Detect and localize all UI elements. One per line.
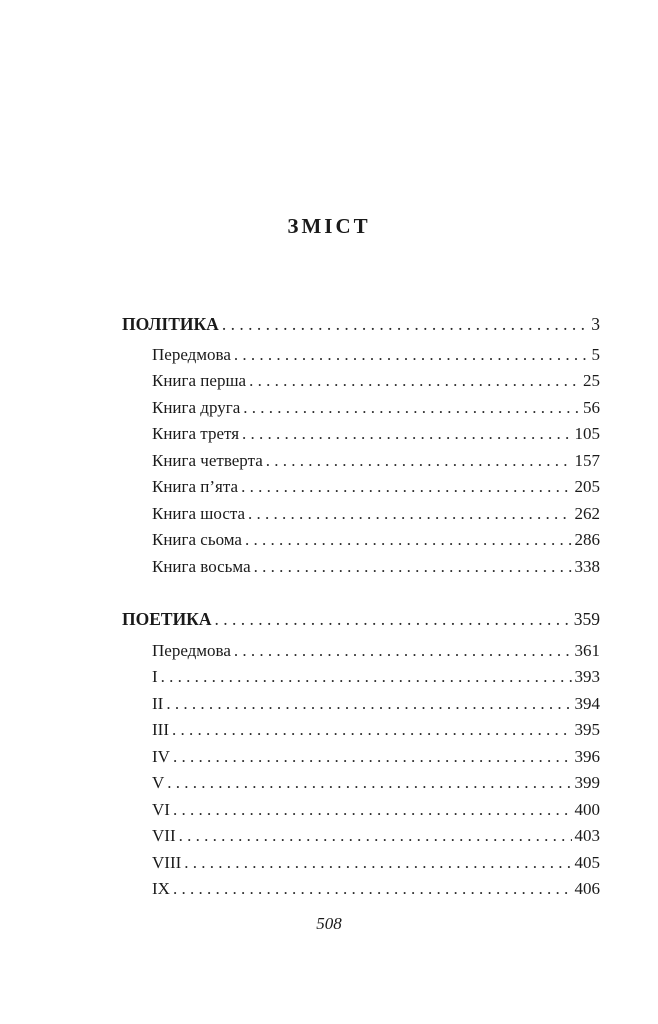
- toc-entry-label: Книга сьома: [152, 530, 242, 549]
- leader-dots: [166, 691, 571, 717]
- toc-page-number: 405: [574, 853, 600, 872]
- toc-section-heading[interactable]: [122, 311, 600, 337]
- toc-page-number: 396: [574, 747, 600, 766]
- leader-dots: [179, 823, 572, 849]
- toc-entry-label: Книга четверта: [152, 451, 263, 470]
- page-number: 508: [316, 914, 342, 933]
- leader-dots: [161, 664, 572, 690]
- leader-dots: [248, 501, 571, 527]
- toc-entry[interactable]: [152, 474, 600, 500]
- toc-entry[interactable]: [152, 876, 600, 902]
- toc-entry[interactable]: [152, 448, 600, 474]
- toc-page-number: 338: [574, 557, 600, 576]
- toc-page-number: 262: [574, 504, 600, 523]
- toc-entry-label: Книга друга: [152, 398, 241, 417]
- toc-entry[interactable]: [152, 342, 600, 368]
- toc-entry-label: V: [152, 773, 165, 792]
- leader-dots: [245, 527, 572, 553]
- toc-entry-label: Книга шоста: [152, 504, 246, 523]
- toc-entry[interactable]: [152, 797, 600, 823]
- toc-entry-label: IX: [152, 879, 170, 898]
- toc-page-number: 157: [574, 451, 600, 470]
- toc-page-number: 3: [591, 314, 600, 334]
- leader-dots: [241, 474, 571, 500]
- leader-dots: [222, 311, 588, 337]
- toc-entry[interactable]: [152, 664, 600, 690]
- toc-page-number: 286: [574, 530, 600, 549]
- leader-dots: [184, 850, 571, 876]
- toc-entry-label: Книга п’ята: [152, 477, 239, 496]
- leader-dots: [254, 554, 572, 580]
- toc-entry-label: III: [152, 720, 169, 739]
- toc-entry[interactable]: [152, 744, 600, 770]
- toc-entry[interactable]: [152, 527, 600, 553]
- leader-dots: [167, 770, 571, 796]
- toc-entry[interactable]: [152, 770, 600, 796]
- toc-entry[interactable]: [152, 717, 600, 743]
- leader-dots: [243, 395, 580, 421]
- leader-dots: [173, 744, 572, 770]
- toc-entry[interactable]: [152, 395, 600, 421]
- leader-dots: [215, 606, 571, 632]
- leader-dots: [266, 448, 572, 474]
- toc-heading-label: ПОЛІТИКА: [122, 314, 219, 334]
- toc-page-number: 403: [574, 826, 600, 845]
- toc-page-number: 361: [574, 641, 600, 660]
- toc-entry-label: I: [152, 667, 158, 686]
- toc-page-number: 105: [574, 424, 600, 443]
- toc-entry-label: Книга перша: [152, 371, 247, 390]
- toc-page-number: 395: [574, 720, 600, 739]
- toc-page-number: 56: [583, 398, 600, 417]
- toc-entry[interactable]: [152, 823, 600, 849]
- toc-page-number: 399: [574, 773, 600, 792]
- toc-entry-label: Передмова: [152, 345, 231, 364]
- toc-entry[interactable]: [152, 850, 600, 876]
- leader-dots: [173, 876, 572, 902]
- toc-page-number: 393: [574, 667, 600, 686]
- toc-page-number: 25: [583, 371, 600, 390]
- toc-entry[interactable]: [152, 368, 600, 394]
- toc-page-number: 406: [574, 879, 600, 898]
- toc-entry-label: II: [152, 694, 164, 713]
- toc-entry-label: Книга восьма: [152, 557, 251, 576]
- toc-entry-label: VII: [152, 826, 176, 845]
- leader-dots: [249, 368, 580, 394]
- toc-entry-label: Книга третя: [152, 424, 240, 443]
- toc-page-number: 205: [574, 477, 600, 496]
- leader-dots: [234, 342, 589, 368]
- toc-page-number: 400: [574, 800, 600, 819]
- leader-dots: [172, 717, 572, 743]
- toc-entry[interactable]: [152, 691, 600, 717]
- toc-page-number: 359: [573, 609, 600, 629]
- toc-entry-label: Передмова: [152, 641, 231, 660]
- toc-entry[interactable]: [152, 638, 600, 664]
- page-title: ЗМІСТ: [287, 214, 371, 238]
- toc-entry-label: VI: [152, 800, 170, 819]
- toc-heading-label: ПОЕТИКА: [122, 609, 212, 629]
- leader-dots: [173, 797, 572, 823]
- toc-entry[interactable]: [152, 421, 600, 447]
- toc-page-number: 394: [574, 694, 600, 713]
- leader-dots: [234, 638, 572, 664]
- leader-dots: [242, 421, 571, 447]
- toc-entry-label: VIII: [152, 853, 182, 872]
- toc-page-number: 5: [591, 345, 600, 364]
- toc-entry[interactable]: [152, 501, 600, 527]
- toc-entry-label: IV: [152, 747, 170, 766]
- toc-section-heading[interactable]: [122, 606, 600, 632]
- toc-entry[interactable]: [152, 554, 600, 580]
